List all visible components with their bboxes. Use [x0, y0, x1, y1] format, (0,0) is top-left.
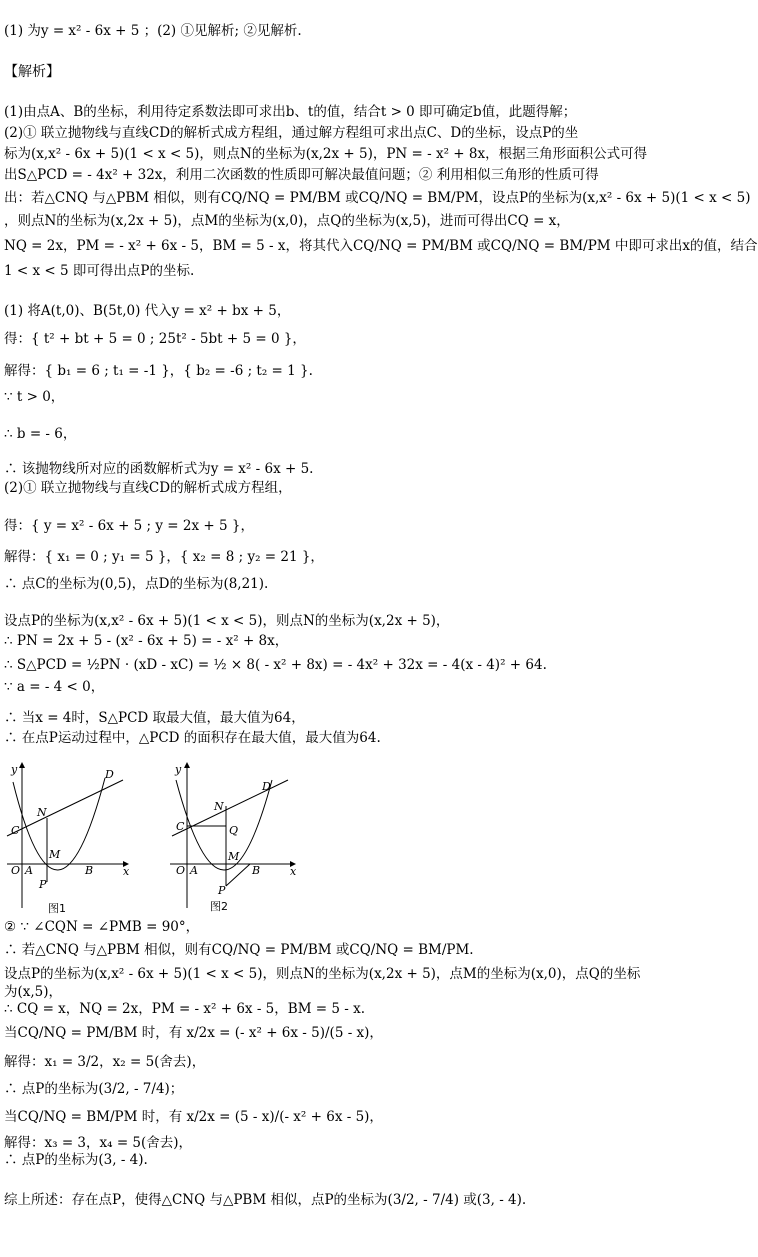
label-o: O	[11, 864, 21, 877]
figure-2	[162, 760, 302, 910]
solution-line: ∴ 在点P运动过程中，△PCD 的面积存在最大值，最大值为64.	[4, 730, 381, 746]
label-b: B	[85, 864, 94, 877]
label-x: x	[290, 865, 297, 878]
solution-line: ∴ b = - 6，	[4, 426, 77, 442]
label-d: D	[262, 780, 271, 793]
solution-line: 得：{ t² + bt + 5 = 0 ; 25t² - 5bt + 5 = 0 }，	[4, 331, 306, 347]
solution-line: 设点P的坐标为(x,x² - 6x + 5)(1 < x < 5)，则点N的坐标为(x,2x + 5)，	[4, 613, 450, 629]
analysis-line-3: 标为(x,x² - 6x + 5)(1 < x < 5)，则点N的坐标为(x,2x + 5)，PN = - x² + 8x，根据三角形面积公式可得	[4, 146, 648, 162]
analysis-line-2: (2)① 联立抛物线与直线CD的解析式成方程组，通过解方程组可求出点C、D的坐标，设点P的坐	[4, 125, 579, 141]
label-b: B	[252, 864, 261, 877]
figure-2-caption: 图2	[210, 900, 228, 913]
label-o: O	[176, 864, 186, 877]
analysis-line-1: (1)由点A、B的坐标，利用待定系数法即可求出b、t的值，结合t > 0 即可确定b值，此题得解；	[4, 104, 577, 120]
solution-line: ∴ PN = 2x + 5 - (x² - 6x + 5) = - x² + 8x，	[4, 633, 289, 649]
pb-segment	[226, 864, 250, 886]
solution-line: 得：{ y = x² - 6x + 5 ; y = 2x + 5 }，	[4, 518, 254, 534]
solution-line: (2)① 联立抛物线与直线CD的解析式成方程组，	[4, 480, 292, 496]
part2-line: 综上所述：存在点P，使得△CNQ 与△PBM 相似，点P的坐标为(3/2, - 7/4) 或(3, - 4).	[4, 1192, 527, 1208]
solution-line: ∴ 该抛物线所对应的函数解析式为y = x² - 6x + 5.	[4, 461, 314, 477]
y-axis-arrow	[184, 762, 190, 768]
part2-line: ② ∵ ∠CQN = ∠PMB = 90°，	[4, 919, 200, 935]
solution-line: 解得：{ b₁ = 6 ; t₁ = -1 }，{ b₂ = -6 ; t₂ = 1 }.	[4, 363, 313, 379]
solution-line: (1) 将A(t,0)、B(5t,0) 代入y = x² + bx + 5，	[4, 303, 291, 319]
label-a: A	[25, 864, 33, 877]
label-a: A	[190, 864, 198, 877]
analysis-line-5: 出：若△CNQ 与△PBM 相似，则有CQ/NQ = PM/BM 或CQ/NQ = BM/PM，设点P的坐标为(x,x² - 6x + 5)(1 < x < 5)	[4, 190, 751, 206]
part2-line: 当CQ/NQ = PM/BM 时，有 x/2x = (- x² + 6x - 5)/(5 - x)，	[4, 1025, 383, 1041]
part2-line: ∴ CQ = x，NQ = 2x，PM = - x² + 6x - 5，BM = 5 - x.	[4, 1001, 366, 1017]
analysis-line-8: 1 < x < 5 即可得出点P的坐标.	[4, 263, 195, 279]
part2-line: 为(x,5)，	[4, 984, 63, 1000]
parabola	[176, 780, 272, 870]
part2-line: ∴ 若△CNQ 与△PBM 相似，则有CQ/NQ = PM/BM 或CQ/NQ = BM/PM.	[4, 942, 474, 958]
line-cd	[7, 780, 123, 836]
label-n: N	[37, 806, 47, 819]
solution-line: ∵ t > 0，	[4, 389, 65, 405]
label-m: M	[49, 848, 61, 861]
part2-line: 设点P的坐标为(x,x² - 6x + 5)(1 < x < 5)，则点N的坐标为(x,2x + 5)，点M的坐标为(x,0)，点Q的坐标	[4, 966, 641, 982]
label-y: y	[11, 763, 18, 776]
part2-line: 当CQ/NQ = BM/PM 时，有 x/2x = (5 - x)/(- x² + 6x - 5)，	[4, 1109, 383, 1125]
label-p: P	[218, 884, 226, 897]
solution-line: ∴ S△PCD = ½PN · (xD - xC) = ½ × 8( - x² + 8x) = - 4x² + 32x = - 4(x - 4)² + 64.	[4, 657, 547, 673]
label-y: y	[175, 763, 182, 776]
label-q: Q	[229, 824, 239, 837]
analysis-heading: 【解析】	[4, 64, 60, 80]
analysis-line-7: NQ = 2x，PM = - x² + 6x - 5，BM = 5 - x，将其代入CQ/NQ = PM/BM 或CQ/NQ = BM/PM 中即可求出x的值，结合	[4, 238, 758, 254]
label-x: x	[123, 865, 130, 878]
solution-line: 解得：{ x₁ = 0 ; y₁ = 5 }，{ x₂ = 8 ; y₂ = 21 }，	[4, 549, 324, 565]
figure-1	[5, 760, 135, 910]
label-m: M	[228, 850, 240, 863]
label-c: C	[176, 820, 185, 833]
label-d: D	[105, 768, 114, 781]
label-p: P	[39, 878, 47, 891]
part2-line: ∴ 点P的坐标为(3, - 4).	[4, 1152, 148, 1168]
part2-line: 解得：x₃ = 3，x₄ = 5(舍去)，	[4, 1135, 193, 1151]
solution-line: ∴ 点C的坐标为(0,5)，点D的坐标为(8,21).	[4, 576, 269, 592]
part2-line: 解得：x₁ = 3/2，x₂ = 5(舍去)，	[4, 1054, 206, 1070]
part2-line: ∴ 点P的坐标为(3/2, - 7/4)；	[4, 1081, 184, 1097]
analysis-line-6: ，则点N的坐标为(x,2x + 5)，点M的坐标为(x,0)，点Q的坐标为(x,5)，进而可得出CQ = x，	[4, 213, 570, 229]
solution-line: ∴ 当x = 4时，S△PCD 取最大值，最大值为64，	[4, 710, 305, 726]
label-n: N	[214, 800, 224, 813]
answer-line: (1) 为y = x² - 6x + 5 ；(2) ①见解析; ②见解析.	[4, 23, 302, 39]
label-c: C	[11, 824, 20, 837]
y-axis-arrow	[19, 762, 25, 768]
figure-1-caption: 图1	[48, 902, 66, 915]
solution-line: ∵ a = - 4 < 0，	[4, 679, 105, 695]
analysis-line-4: 出S△PCD = - 4x² + 32x，利用二次函数的性质即可解决最值问题；② 利用相似三角形的性质可得	[4, 167, 599, 183]
